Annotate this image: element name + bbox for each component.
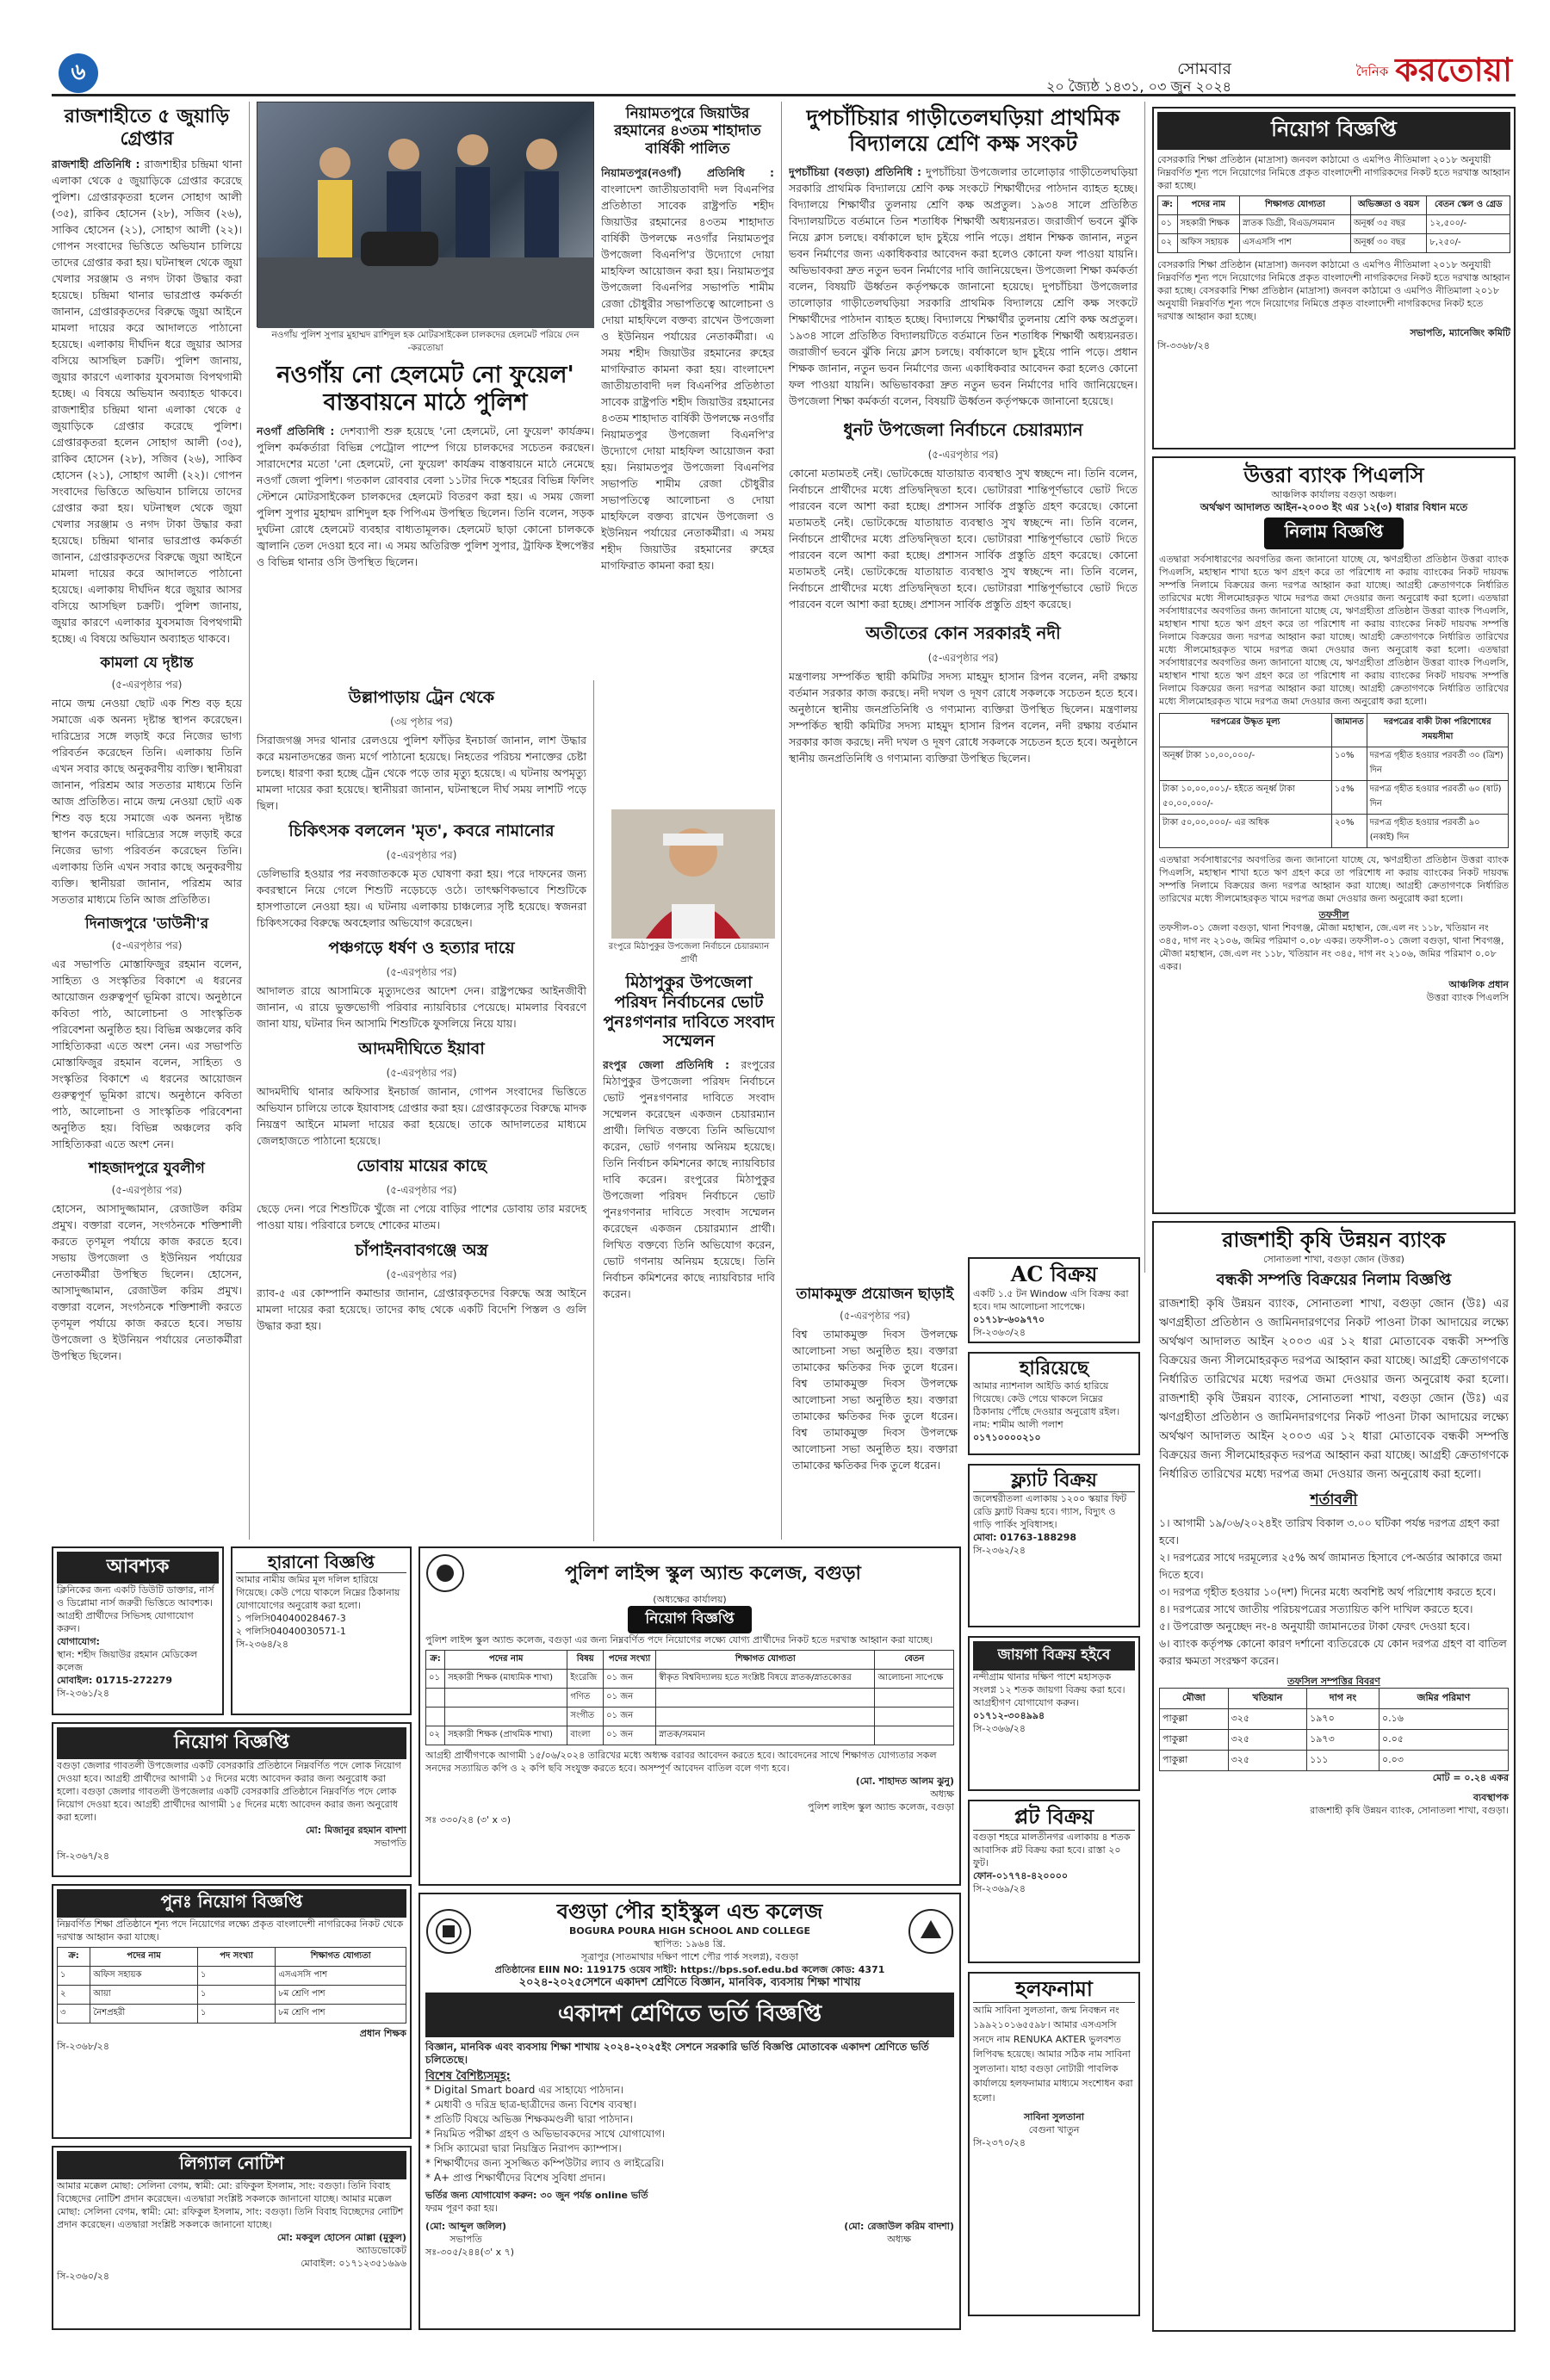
- holofnama-ad: [968, 1972, 1140, 2316]
- hariyeche-title: হারিয়েছে: [1019, 1357, 1089, 1379]
- hariyeche-ad: [968, 1352, 1140, 1455]
- cont-chikitsok: (৫-এরপৃষ্ঠার পর): [386, 849, 457, 861]
- rakub-signer2: রাজশাহী কৃষি উন্নয়ন ব্যাংক, সোনাতলা শাখা, বগুড়া।: [1310, 1805, 1509, 1817]
- cont-ullapara: (৩য় পৃষ্ঠার পর): [390, 716, 453, 728]
- headline-ullapara: উল্লাপাড়ায় ট্রেন থেকে: [348, 688, 495, 707]
- flat-title: ফ্ল্যাট বিক্রয়: [973, 1469, 1135, 1492]
- bpsc-note: বিজ্ঞান, মানবিক এবং ব্যবসায় শিক্ষা শাখায় ২০২৪-২০২৫ইং সেশনে সরকারি ভর্তি বিজ্ঞপ্তি মোতাবেক একাদশ শ্রেণিতে ভর্তি চলিতেছে।: [425, 2040, 929, 2066]
- legal-text: আমার মক্কেল মোছা: সেলিনা বেগম, স্বামী: মো: রফিকুল ইসলাম, সাং: বগুড়া। তিনি বিবাহ বিচ্ছেদের নোটিশ প্রদান করেছেন। এতদ্বারা সংশ্লিষ্ট সকলকে জানানো যাচ্ছে। আমার মক্কেল মোছা: সেলিনা বেগম, স্বামী: মো: রফিকুল ইসলাম, সাং: বগুড়া। তিনি বিবাহ বিচ্ছেদের নোটিশ প্রদান করেছেন। এতদ্বারা সংশ্লিষ্ট সকলকে জানানো যাচ্ছে।: [57, 2180, 404, 2230]
- legal-ref: সি-২৩৬০/২৪: [57, 2271, 109, 2282]
- headline-chikitsok: চিকিৎসক বললেন 'মৃত', কবরে নামানোর: [288, 821, 555, 840]
- rakub-terms-title: শর্তাবলী: [1310, 1491, 1358, 1509]
- uttara-title: নিলাম বিজ্ঞপ্তি: [1264, 518, 1404, 549]
- article-niamatpur: নিয়ামতপুর(নওগাঁ) প্রতিনিধি : বাংলাদেশ জাতীয়তাবাদী দল বিএনপির প্রতিষ্ঠাতা সাবেক রাষ্ট্রপতি শহীদ জিয়াউর রহমানের ৪৩তম শাহাদাত বার্ষিকী উপলক্ষে নওগাঁর নিয়ামতপুর উপজেলা বিএনপি'র উদ্যোগে দোয়া মাহফিল আয়োজন করা হয়। নিয়ামতপুর উপজেলা বিএনপির সভাপতি শামীম রেজা চৌধুরীর সভাপতিত্বে আলোচনা ও দোয়া মাহফিলে বক্তব্য রাখেন উপজেলা ও ইউনিয়ন পর্যায়ের নেতাকর্মীরা। এ সময় শহীদ জিয়াউর রহমানের রুহের মাগফিরাত কামনা করা হয়। বাংলাদেশ জাতীয়তাবাদী দল বিএনপির প্রতিষ্ঠাতা সাবেক রাষ্ট্রপতি শহীদ জিয়াউর রহমানের ৪৩তম শাহাদাত বার্ষিকী উপলক্ষে নওগাঁর নিয়ামতপুর উপজেলা বিএনপি'র উদ্যোগে দোয়া মাহফিল আয়োজন করা হয়। নিয়ামতপুর উপজেলা বিএনপির সভাপতি শামীম রেজা চৌধুরীর সভাপতিত্বে আলোচনা ও দোয়া মাহফিলে বক্তব্য রাখেন উপজেলা ও ইউনিয়ন পর্যায়ের নেতাকর্মীরা। এ সময় শহীদ জিয়াউর রহমানের রুহের মাগফিরাত কামনা করা হয়।: [601, 166, 774, 573]
- cont-chapai: (৫-এরপৃষ্ঠার পর): [386, 1268, 457, 1280]
- headline-chapai: চাঁপাইনবাবগঞ্জে অস্ত্র: [355, 1241, 488, 1260]
- harano-text: আমার নামীয় জমির মূল দলিল হারিয়ে গিয়েছে। কেউ পেয়ে থাকলে নিম্নের ঠিকানায় যোগাযোগের অনুরোধ করা হলো।: [236, 1574, 400, 1611]
- article-chapai: র‍্যাব-৫ এর কোম্পানি কমান্ডার জানান, গ্রেপ্তারকৃতদের বিরুদ্ধে অস্ত্র আইনে মামলা দায়ের করা হয়েছে। তাদের কাছ থেকে একটি বিদেশি পিস্তল ও গুলি উদ্ধার করা হয়।: [257, 1286, 586, 1332]
- bpsc-ref: সঃ-৩০৫/২৪৪(৩' x ৭): [425, 2246, 515, 2258]
- police-lines-ad: [418, 1546, 961, 1886]
- article-ullapara: সিরাজগঞ্জ সদর থানার রেলওয়ে পুলিশ ফাঁড়ির ইনচার্জ জানান, লাশ উদ্ধার করে ময়নাতদন্তের জন্য মর্গে পাঠানো হয়েছে। নিহতের পরিচয় শনাক্তের চেষ্টা চলছে। ধারণা করা হচ্ছে ট্রেন থেকে পড়ে তার মৃত্যু হয়েছে। এ ঘটনায় অপমৃত্যু মামলা দায়ের করা হয়েছে। স্থানীয়রা জানান, ঘটনাস্থলে দীর্ঘ সময় লাশটি পড়ে ছিল।: [257, 734, 586, 812]
- plot-ad: [968, 1800, 1140, 1963]
- holofnama-signer: সাবিনা সুলতানা: [1024, 2110, 1084, 2123]
- harano-ad: [231, 1546, 412, 1715]
- bpsc-name: বগুড়া পৌর হাইস্কুল এন্ড কলেজ: [556, 1899, 823, 1924]
- article-tamakhu: বিশ্ব তামাকমুক্ত দিবস উপলক্ষে আলোচনা সভা অনুষ্ঠিত হয়। বক্তারা তামাকের ক্ষতিকর দিক তুলে ধরেন। বিশ্ব তামাকমুক্ত দিবস উপলক্ষে আলোচনা সভা অনুষ্ঠিত হয়। বক্তারা তামাকের ক্ষতিকর দিক তুলে ধরেন। বিশ্ব তামাকমুক্ত দিবস উপলক্ষে আলোচনা সভা অনুষ্ঠিত হয়। বক্তারা তামাকের ক্ষতিকর দিক তুলে ধরেন।: [792, 1328, 958, 1472]
- bpsc-form: ফরম পূরণ করা হয়।: [425, 2202, 498, 2214]
- holofnama-title: হলফনামা: [973, 1977, 1135, 2003]
- page-number-logo: ৬: [59, 53, 98, 93]
- left-news-column: [52, 102, 250, 1540]
- aboshyok-text: ক্লিনিকের জন্য একটি ডিউটি ডাক্তার, নার্স ও ডিপ্লোমা নার্স জরুরী ভিত্তিতে আবশ্যক। আগ্রহী প্রার্থীদের সিভিসহ যোগাযোগ করুন।: [57, 1584, 214, 1634]
- niyog2-signer2: সভাপতি: [374, 1838, 406, 1849]
- flat-phone: মোবা: 01763-188298: [973, 1532, 1077, 1544]
- photo-caption: নওগাঁয় পুলিশ সুপার মুহাম্মদ রাশিদুল হক মোটরসাইকেল চালকদের হেলমেট পরিয়ে দেন -করতোয়া: [271, 330, 580, 353]
- headline-adamdighi: আদমদীঘিতে ইয়াবা: [358, 1039, 485, 1058]
- headline-otite: অতীতের কোন সরকারই নদী: [865, 623, 1061, 643]
- rakub-name: রাজশাহী কৃষি উন্নয়ন ব্যাংক: [1222, 1227, 1446, 1252]
- uttara-signer: আঞ্চলিক প্রধান: [1448, 978, 1509, 990]
- niyog-ad-2: [52, 1722, 412, 1877]
- police-text: আগ্রহী প্রার্থীগণকে আগামী ১৫/০৬/২০২৪ তারিখের মধ্যে অধ্যক্ষ বরাবর আবেদন করতে হবে। আবেদনের সাথে শিক্ষাগত যোগ্যতার সকল সনদের সত্যায়িত কপি ও ২ কপি ছবি সংযুক্ত করতে হবে। অসম্পূর্ণ আবেদন বাতিল বলে গণ্য হবে।: [425, 1750, 937, 1774]
- bpsc-feat-title: বিশেষ বৈশিষ্ট্যসমূহ:: [425, 2069, 511, 2083]
- police-photo: [257, 102, 594, 327]
- rakub-intro: রাজশাহী কৃষি উন্নয়ন ব্যাংক, সোনাতলা শাখা, বগুড়া জোন (উঃ) এর ঋণগ্রহীতা প্রতিষ্ঠান ও জামিনদারগণের নিকট পাওনা টাকা আদায়ের লক্ষ্যে অর্থঋণ আদালত আইন ২০০৩ এর ১২ ধারা মোতাবেক বন্ধকী সম্পত্তি বিক্রয়ের জন্য সীলমোহরকৃত দরপত্র আহ্বান করা যাচ্ছে। আগ্রহী ক্রেতাগণকে নির্ধারিত তারিখের মধ্যে দরপত্র জমা দেওয়ার জন্য অনুরোধ করা হলো। রাজশাহী কৃষি উন্নয়ন ব্যাংক, সোনাতলা শাখা, বগুড়া জোন (উঃ) এর ঋণগ্রহীতা প্রতিষ্ঠান ও জামিনদারগণের নিকট পাওনা টাকা আদায়ের লক্ষ্যে অর্থঋণ আদালত আইন ২০০৩ এর ১২ ধারা মোতাবেক বন্ধকী সম্পত্তি বিক্রয়ের জন্য সীলমোহরকৃত দরপত্র আহ্বান করা যাচ্ছে। আগ্রহী ক্রেতাগণকে নির্ধারিত তারিখের মধ্যে দরপত্র জমা দেওয়ার জন্য অনুরোধ করা হলো।: [1159, 1297, 1509, 1482]
- headline-mithapukur: মিঠাপুকুর উপজেলা পরিষদ নির্বাচনের ভোট পুনঃগণনার দাবিতে সংবাদ সম্মেলন: [603, 973, 775, 1051]
- bpsc-session: ২০২৪-২০২৫সেশনে একাদশ শ্রেণিতে বিজ্ঞান, মানবিক, ব্যবসায় শিক্ষা শাখায়: [518, 1975, 861, 1989]
- cont-adamdighi: (৫-এরপৃষ্ঠার পর): [386, 1067, 457, 1079]
- hariyeche-phone: ০১৭১০০০০২১০: [973, 1432, 1041, 1444]
- ac-text: একটি ১.৫ টন Window এসি বিক্রয় করা হবে। দাম আলোচনা সাপেক্ষে।: [973, 1287, 1129, 1312]
- bpsc-admission-ad: [418, 1893, 961, 2330]
- jayga-title: জায়গা বিক্রয় হইবে: [973, 1641, 1135, 1670]
- bpsc-signer2: (মো: রেজাউল করিম বাদশা): [844, 2220, 954, 2232]
- niyog1-intro: বেসরকারি শিক্ষা প্রতিষ্ঠান (মাদ্রাসা) জনবল কাঠামো ও এমপিও নীতিমালা ২০১৮ অনুযায়ী নিম্নবর্ণিত শূন্য পদে নিয়োগের নিমিত্তে প্রকৃত বাংলাদেশী নাগরিকদের নিকট হতে দরখাস্ত আহ্বান করা হচ্ছে।: [1157, 154, 1510, 191]
- rakub-title: বন্ধকী সম্পত্তি বিক্রয়ের নিলাম বিজ্ঞপ্তি: [1216, 1270, 1452, 1289]
- harano-item1: ১ পলিসি04040028467-3: [236, 1613, 346, 1624]
- uttara-schedule: তফসীল-০১ জেলা বগুড়া, থানা শিবগঞ্জ, মৌজা মহাস্থান, জে.এল নং ১১৮, খতিয়ান নং ৩৪৫, দাগ নং ২১০৬, জমির পরিমাণ ০.০৮ একর। তফসীল-০১ জেলা বগুড়া, থানা শিবগঞ্জ, মৌজা মহাস্থান, জে.এল নং ১১৮, খতিয়ান নং ৩৪৫, দাগ নং ২১০৬, জমির পরিমাণ ০.০৮ একর।: [1159, 921, 1504, 972]
- center-left-lower: [257, 680, 594, 1541]
- rakub-table: মৌজা খতিয়ান দাগ নং জমির পরিমাণ পাকুল্লা ৩২৫ ১৯৭০ ০.১৬ পাকুল্লা ৩২৫ ১৯৭৩ ০.০৫ পাকুল্লা ৩২৫ ১১১ ০.০৩: [1159, 1688, 1509, 1771]
- punoniyog-ref: সি-২৩৬৮/২৪: [57, 2041, 109, 2052]
- ac-title: AC বিক্রয়: [1010, 1261, 1098, 1286]
- uttara-bank-ad: [1152, 456, 1516, 1214]
- plot-phone: ফোন-০১৭৭৪-৪২০০০০: [973, 1869, 1069, 1881]
- article-naogaon: নওগাঁ প্রতিনিধি : দেশব্যাপী শুরু হয়েছে 'নো হেলমেট, নো ফুয়েল' কার্যক্রম। পুলিশ কর্মকর্তারা বিভিন্ন পেট্রোল পাম্পে গিয়ে চালকদের সচেতন করছেন। সারাদেশের মতো 'নো হেলমেট, নো ফুয়েল' কার্যক্রম বাস্তবায়নে মাঠে নেমেছে নওগাঁ জেলা পুলিশ। গতকাল রোববার বেলা ১১টার দিকে শহরের বিভিন্ন ফিলিং স্টেশনে মোটরসাইকেল চালকদের হেলমেট বিতরণ করা হয়। এ সময় জেলা পুলিশ সুপার মুহাম্মদ রাশিদুল হক পিপিএম উপস্থিত ছিলেন। তিনি বলেন, সড়ক দুর্ঘটনা রোধে হেলমেট ব্যবহার বাধ্যতামূলক। হেলমেট ছাড়া কোনো চালককে জ্বালানি তেল দেওয়া হবে না। এ সময় অতিরিক্ত পুলিশ সুপার, ট্রাফিক ইন্সপেক্টর ও বিভিন্ন থানার ওসি উপস্থিত ছিলেন।: [257, 424, 594, 568]
- legal-notice-ad: [52, 2146, 412, 2330]
- rakub-total: মোট = ০.২৪ একর: [1432, 1772, 1509, 1784]
- niyog2-signer: মো: মিজানুর রহমান বাদশা: [305, 1825, 406, 1836]
- niyog1-body: বেসরকারি শিক্ষা প্রতিষ্ঠান (মাদ্রাসা) জনবল কাঠামো ও এমপিও নীতিমালা ২০১৮ অনুযায়ী নিম্নবর্ণিত শূন্য পদে নিয়োগের নিমিত্তে প্রকৃত বাংলাদেশী নাগরিকদের নিকট হতে দরখাস্ত আহ্বান করা হচ্ছে। বেসরকারি শিক্ষা প্রতিষ্ঠান (মাদ্রাসা) জনবল কাঠামো ও এমপিও নীতিমালা ২০১৮ অনুযায়ী নিম্নবর্ণিত শূন্য পদে নিয়োগের নিমিত্তে প্রকৃত বাংলাদেশী নাগরিকদের নিকট হতে দরখাস্ত আহ্বান করা হচ্ছে।: [1157, 259, 1510, 322]
- article-shahjadpur: হোসেন, আসাদুজ্জামান, রেজাউল করিম প্রমুখ। বক্তারা বলেন, সংগঠনকে শক্তিশালী করতে তৃণমূল পর্যায়ে কাজ করতে হবে। সভায় উপজেলা ও ইউনিয়ন পর্যায়ের নেতাকর্মীরা উপস্থিত ছিলেন। হোসেন, আসাদুজ্জামান, রেজাউল করিম প্রমুখ। বক্তারা বলেন, সংগঠনকে শক্তিশালী করতে তৃণমূল পর্যায়ে কাজ করতে হবে। সভায় উপজেলা ও ইউনিয়ন পর্যায়ের নেতাকর্মীরা উপস্থিত ছিলেন।: [52, 1201, 242, 1362]
- holofnama-ref: সি-২৩৭০/২৪: [973, 2136, 1026, 2148]
- harano-title: হারানো বিজ্ঞপ্তি: [236, 1552, 406, 1573]
- hariyeche-text: আমার ন্যাশনাল আইডি কার্ড হারিয়ে গিয়েছে। কেউ পেয়ে থাকলে নিম্নের ঠিকানায় পৌঁছে দেওয়ার অনুরোধ রইল।: [973, 1380, 1120, 1418]
- masthead-title: করতোয়া: [1395, 52, 1512, 89]
- bpsc-online: ভর্তির জন্য যোগাযোগ করুন: ৩০ জুন পর্যন্ত online ভর্তি: [425, 2189, 648, 2201]
- rakub-branch: সোনাতলা শাখা, বগুড়া জোন (উত্তর): [1263, 1253, 1404, 1265]
- cont-dobar: (৫-এরপৃষ্ঠার পর): [386, 1184, 457, 1196]
- article-chikitsok: ডেলিভারি হওয়ার পর নবজাতককে মৃত ঘোষণা করা হয়। পরে দাফনের জন্য কবরস্থানে নিয়ে গেলে শিশুটি নড়েচড়ে ওঠে। তাৎক্ষণিকভাবে শিশুটিকে হাসপাতালে নেওয়া হয়। এ ঘটনায় এলাকায় চাঞ্চল্যের সৃষ্টি হয়েছে। স্বজনরা চিকিৎসকের বিরুদ্ধে অবহেলার অভিযোগ করেছেন।: [257, 867, 586, 929]
- police-table: ক্র: পদের নাম বিষয় পদের সংখ্যা শিক্ষাগত যোগ্যতা বেতন ০১ সহকারী শিক্ষক (মাধ্যমিক শাখা) ইংরেজি ০১ জন স্বীকৃত বিশ্ববিদ্যালয় হতে সংশ্লিষ্ট বিষয়ে স্নাতক/স্নাতকোত্তর আলোচনা সাপেক্ষে গণিত ০১ জন সংগীত ০১ জন ০২ সহকারী শিক্ষক (প্রাথমিক শাখা) বাংলা ০১ জন স্নাতক/সমমান: [425, 1650, 954, 1745]
- legal-signer: মো: মকবুল হোসেন মোল্লা (মুকুল): [276, 2232, 406, 2243]
- article-dobar: ছেড়ে দেন। পরে শিশুটিকে খুঁজে না পেয়ে বাড়ির পাশের ডোবায় তার মরদেহ পাওয়া যায়। পরিবারে চলছে শোকের মাতম।: [257, 1202, 586, 1231]
- article-dinajpur: এর সভাপতি মোস্তাফিজুর রহমান বলেন, সাহিত্য ও সংস্কৃতির বিকাশে এ ধরনের আয়োজন গুরুত্বপূর্ণ ভূমিকা রাখে। অনুষ্ঠানে কবিতা পাঠ, আলোচনা ও সাংস্কৃতিক পরিবেশনা অনুষ্ঠিত হয়। বিভিন্ন অঞ্চলের কবি সাহিত্যিকরা এতে অংশ নেন। এর সভাপতি মোস্তাফিজুর রহমান বলেন, সাহিত্য ও সংস্কৃতির বিকাশে এ ধরনের আয়োজন গুরুত্বপূর্ণ ভূমিকা রাখে। অনুষ্ঠানে কবিতা পাঠ, আলোচনা ও সাংস্কৃতিক পরিবেশনা অনুষ্ঠিত হয়। বিভিন্ন অঞ্চলের কবি সাহিত্যিকরা এতে অংশ নেন।: [52, 957, 242, 1150]
- cont-shahjadpur: (৫-এরপৃষ্ঠার পর): [111, 1183, 183, 1196]
- article-panchagarh: আদালত রায়ে আসামিকে মৃত্যুদণ্ডের আদেশ দেন। রাষ্ট্রপক্ষের আইনজীবী জানান, এ রায়ে ভুক্তভোগী পরিবার ন্যায়বিচার পেয়েছে। মামলার বিবরণে জানা যায়, ঘটনার দিন আসামি শিশুটিকে ফুসলিয়ে নিয়ে যায়।: [257, 984, 586, 1030]
- ac-ref: সি-২৩৬৩/২৪: [973, 1326, 1026, 1338]
- cont-dhunat: (৫-এরপৃষ্ঠার পর): [927, 449, 999, 461]
- ac-phone: ০১৭১৮-৬০৯৭৭০: [973, 1313, 1045, 1325]
- portrait-photo: [611, 809, 775, 939]
- bpsc-name-en: BOGURA POURA HIGH SCHOOL AND COLLEGE: [569, 1924, 810, 1937]
- uttara-signer2: উত্তরা ব্যাংক পিএলসি: [1426, 991, 1509, 1003]
- headline-panchagarh: পঞ্চগড়ে ধর্ষণ ও হত্যার দায়ে: [328, 939, 515, 958]
- headline-dhunat: ধুনট উপজেলা নির্বাচনে চেয়ারম্যান: [843, 419, 1083, 440]
- legal-phone: মোবাইল: ০১৭১২৩৫১৬৯৬: [301, 2258, 406, 2269]
- article-dupchanchia: দুপচাঁচিয়া (বগুড়া) প্রতিনিধি : দুপচাঁচিয়া উপজেলার তালোড়ার গাড়ীতেলঘড়িয়া সরকারি প্রাথমিক বিদ্যালয়ে শ্রেণি কক্ষ সংকটে শিক্ষার্থীদের পাঠদান ব্যাহত হচ্ছে। বিদ্যালয়ে শিক্ষার্থীর তুলনায় শ্রেণি কক্ষ অপ্রতুল। ১৯৩৪ সালে প্রতিষ্ঠিত বিদ্যালয়টিতে বর্তমানে তিন শতাধিক শিক্ষার্থী অধ্যয়নরত। জরাজীর্ণ ভবনে ঝুঁকি নিয়ে ক্লাস চলছে। বর্ষাকালে ছাদ চুইয়ে পানি পড়ে। প্রধান শিক্ষক জানান, নতুন ভবন নির্মাণের জন্য একাধিকবার আবেদন করা হলেও কোনো ফল পাওয়া যায়নি। অভিভাবকরা দ্রুত নতুন ভবন নির্মাণের দাবি জানিয়েছেন। উপজেলা শিক্ষা কর্মকর্তা বলেন, বিষয়টি ঊর্ধ্বতন কর্তৃপক্ষকে জানানো হয়েছে। দুপচাঁচিয়া উপজেলার তালোড়ার গাড়ীতেলঘড়িয়া সরকারি প্রাথমিক বিদ্যালয়ে শ্রেণি কক্ষ সংকটে শিক্ষার্থীদের পাঠদান ব্যাহত হচ্ছে। বিদ্যালয়ে শিক্ষার্থীর তুলনায় শ্রেণি কক্ষ অপ্রতুল। ১৯৩৪ সালে প্রতিষ্ঠিত বিদ্যালয়টিতে বর্তমানে তিন শতাধিক শিক্ষার্থী অধ্যয়নরত। জরাজীর্ণ ভবনে ঝুঁকি নিয়ে ক্লাস চলছে। বর্ষাকালে ছাদ চুইয়ে পানি পড়ে। প্রধান শিক্ষক জানান, নতুন ভবন নির্মাণের জন্য একাধিকবার আবেদন করা হলেও কোনো ফল পাওয়া যায়নি। অভিভাবকরা দ্রুত নতুন ভবন নির্মাণের দাবি জানিয়েছেন। উপজেলা শিক্ষা কর্মকর্তা বলেন, বিষয়টি ঊর্ধ্বতন কর্তৃপক্ষকে জানানো হয়েছে।: [789, 165, 1138, 407]
- uttara-act: অর্থঋণ আদালত আইন-২০০৩ ইং এর ১২(৩) ধারার বিধান মতে: [1200, 500, 1468, 513]
- niyog2-text: বগুড়া জেলার গাবতলী উপজেলার একটি বেসরকারি প্রতিষ্ঠানে নিম্নবর্ণিত পদে লোক নিয়োগ দেওয়া হবে। আগ্রহী প্রার্থীদের আগামী ১৫ দিনের মধ্যে আবেদন করার জন্য অনুরোধ করা হলো। বগুড়া জেলার গাবতলী উপজেলার একটি বেসরকারি প্রতিষ্ঠানে নিম্নবর্ণিত পদে লোক নিয়োগ দেওয়া হবে। আগ্রহী প্রার্থীদের আগামী ১৫ দিনের মধ্যে আবেদন করার জন্য অনুরোধ করা হলো।: [57, 1760, 401, 1823]
- aboshyok-phone: মোবাইল: 01715-272279: [57, 1675, 172, 1686]
- bpsc-eiin: প্রতিষ্ঠানের EIIN NO: 119175 ওয়েব সাইট: https://bps.sof.edu.bd কলেজ কোড: 4371: [494, 1963, 885, 1975]
- cont-kamla: (৫-এরপৃষ্ঠার পর): [111, 678, 183, 691]
- tamakhu-block: [789, 1274, 961, 1541]
- legal-signer2: অ্যাডভোকেট: [356, 2245, 406, 2256]
- headline-shahjadpur: শাহজাদপুরে যুবলীগ: [89, 1159, 205, 1177]
- harano-ref: সি-২৩৬৪/২৪: [236, 1639, 288, 1650]
- punoniyog-title: পুনঃ নিয়োগ বিজ্ঞপ্তি: [57, 1889, 406, 1918]
- article-mithapukur: রংপুর জেলা প্রতিনিধি : রংপুরের মিঠাপুকুর উপজেলা পরিষদ নির্বাচনে ভোট পুনঃগণনার দাবিতে সংবাদ সম্মেলন করেছেন একজন চেয়ারম্যান প্রার্থী। লিখিত বক্তব্যে তিনি অভিযোগ করেন, ভোট গণনায় অনিয়ম হয়েছে। তিনি নির্বাচন কমিশনের কাছে ন্যায়বিচার দাবি করেন। রংপুরের মিঠাপুকুর উপজেলা পরিষদ নির্বাচনে ভোট পুনঃগণনার দাবিতে সংবাদ সম্মেলন করেছেন একজন চেয়ারম্যান প্রার্থী। লিখিত বক্তব্যে তিনি অভিযোগ করেন, ভোট গণনায় অনিয়ম হয়েছে। তিনি নির্বাচন কমিশনের কাছে ন্যায়বিচার দাবি করেন।: [603, 1058, 775, 1301]
- punoniyog-text: নিম্নবর্ণিত শিক্ষা প্রতিষ্ঠানে শূন্য পদে নিয়োগের লক্ষ্যে প্রকৃত বাংলাদেশী নাগরিকের নিকট থেকে দরখাস্ত আহ্বান করা যাচ্ছে।: [57, 1918, 404, 1943]
- aboshyok-ad: [52, 1546, 224, 1715]
- headline-naogaon: নওগাঁয় নো হেলমেট নো ফুয়েল' বাস্তবায়নে মাঠে পুলিশ: [276, 362, 574, 417]
- flat-text: জলেশ্বরীতলা এলাকায় ১২০০ স্কয়ার ফিট রেডি ফ্ল্যাট বিক্রয় হবে। গ্যাস, বিদ্যুৎ ও গাড়ি পার্কিং সুবিধাসহ।: [973, 1493, 1127, 1531]
- police-title: নিয়োগ বিজ্ঞপ্তি: [628, 1606, 751, 1633]
- header-day: সোমবার: [1177, 59, 1231, 78]
- niyog-ad-1: [1152, 107, 1516, 449]
- uttara-branch: আঞ্চলিক কার্যালয় বগুড়া অঞ্চল।: [1271, 488, 1397, 500]
- harano-item2: ২ পলিসি04040030571-1: [236, 1626, 346, 1637]
- headline-tamakhu: তামাকমুক্ত প্রয়োজন ছাড়াই: [796, 1286, 954, 1303]
- rakub-signer: ব্যবস্থাপক: [1472, 1792, 1509, 1804]
- ac-ad: [968, 1257, 1140, 1343]
- niyog1-ref: সি-৩৩৬৮/২৪: [1157, 340, 1210, 351]
- uttara-table: দরপত্রের উদ্ধৃত মূল্য জামানত দরপত্রের বাকী টাকা পরিশোধের সময়সীমা অনূর্ধ্ব টাকা ১০,০০,০০০/- ১০% দরপত্র গৃহীত হওয়ার পরবর্তী ৩০ (ত্রিশ) দিন টাকা ১০,০০,০০১/- হইতে অনূর্ধ্ব টাকা ৫০,০০,০০০/- ১৫% দরপত্র গৃহীত হওয়ার পরবর্তী ৬০ (ষাট) দিন টাকা ৫০,০০,০০০/- এর অধিক ২০% দরপত্র গৃহীত হওয়ার পরবর্তী ৯০ (নব্বই) দিন: [1159, 713, 1509, 848]
- hariyeche-name: নাম: শামীম আলী পলাশ: [973, 1419, 1063, 1431]
- uttara-text-2: এতদ্বারা সর্বসাধারণের অবগতির জন্য জানানো যাচ্ছে যে, ঋণগ্রহীতা প্রতিষ্ঠান উত্তরা ব্যাংক পিএলসি, মহাস্থান শাখা হতে ঋণ গ্রহণ করে তা পরিশোধ না করায় ব্যাংকের নিকট দায়বদ্ধ সম্পত্তি নিলামে বিক্রয়ের জন্য দরপত্র আহ্বান করা যাচ্ছে। আগ্রহী ক্রেতাগণকে নির্ধারিত তারিখের মধ্যে সীলমোহরকৃত খামে দরপত্র জমা দেওয়ার জন্য অনুরোধ করা হলো।: [1159, 853, 1509, 904]
- article-dhunat: কোনো মতামতই নেই। ভোটকেন্দ্রে যাতায়াত ব্যবস্থাও সুখ স্বচ্ছন্দে না। তিনি বলেন, নির্বাচনে প্রার্থীদের মধ্যে প্রতিদ্বন্দ্বিতা হবে। ভোটাররা শান্তিপূর্ণভাবে ভোট দিতে পারবেন বলে আশা করা হচ্ছে। প্রশাসন সার্বিক প্রস্তুতি গ্রহণ করেছে। কোনো মতামতই নেই। ভোটকেন্দ্রে যাতায়াত ব্যবস্থাও সুখ স্বচ্ছন্দে না। তিনি বলেন, নির্বাচনে প্রার্থীদের মধ্যে প্রতিদ্বন্দ্বিতা হবে। ভোটাররা শান্তিপূর্ণভাবে ভোট দিতে পারবেন বলে আশা করা হচ্ছে। প্রশাসন সার্বিক প্রস্তুতি গ্রহণ করেছে। কোনো মতামতই নেই। ভোটকেন্দ্রে যাতায়াত ব্যবস্থাও সুখ স্বচ্ছন্দে না। তিনি বলেন, নির্বাচনে প্রার্থীদের মধ্যে প্রতিদ্বন্দ্বিতা হবে। ভোটাররা শান্তিপূর্ণভাবে ভোট দিতে পারবেন বলে আশা করা হচ্ছে। প্রশাসন সার্বিক প্রস্তুতি গ্রহণ করেছে।: [789, 467, 1138, 610]
- center-left-block: [257, 102, 594, 765]
- bpsc-features: * Digital Smart board এর সাহায্যে পাঠদান। * মেধাবী ও দরিদ্র ছাত্র-ছাত্রীদের জন্য বিশেষ ব্যবস্থা। * প্রতিটি বিষয়ে অভিজ্ঞ শিক্ষকমণ্ডলী দ্বারা পাঠদান। * নিয়মিত পরীক্ষা গ্রহণ ও অভিভাবকদের সাথে যোগাযোগ। * সিসি ক্যামেরা দ্বারা নিয়ন্ত্রিত নিরাপদ ক্যাম্পাস। * শিক্ষার্থীদের জন্য সুসজ্জিত কম্পিউটার ল্যাব ও লাইব্রেরি। * A+ প্রাপ্ত শিক্ষার্থীদের বিশেষ সুবিধা প্রদান।: [425, 2083, 666, 2184]
- headline-dobar: ডোবায় মায়ের কাছে: [356, 1156, 487, 1175]
- holofnama-text: আমি সাবিনা সুলতানা, জন্ম নিবন্ধন নং ১৯৯২১০১৬৫৫৯৮। আমার এসএসসি সনদে নাম RENUKA AKTER ভুলবশত লিপিবদ্ধ হয়েছে। আমার সঠিক নাম সাবিনা সুলতানা। যাহা বগুড়া নোটারী পাবলিক কার্যালয়ে হলফনামার মাধ্যমে সংশোধন করা হলো।: [973, 2004, 1133, 2104]
- uttara-schedule-title: তফসীল: [1318, 908, 1349, 920]
- police-ref: সঃ ৩৩০/২৪ (৩' x ৩): [425, 1814, 511, 1825]
- niyog1-table: ক্র: পদের নাম শিক্ষাগত যোগ্যতা অভিজ্ঞতা ও বয়স বেতন স্কেল ও গ্রেড ০১ সহকারী শিক্ষক স্নাতক ডিগ্রী, বিএড/সমমান অনূর্ধ্ব ৩৫ বছর ১২,৫০০/- ০২ অফিস সহায়ক এসএসসি পাশ অনূর্ধ্ব ৩০ বছর ৮,২৫০/-: [1157, 195, 1510, 253]
- plot-text: বগুড়া শহরে মালতীনগর এলাকায় ৪ শতক আবাসিক প্লট বিক্রয় করা হবে। রাস্তা ২০ ফুট।: [973, 1831, 1131, 1869]
- aboshyok-ref: সি-২৩৬১/২৪: [57, 1688, 109, 1699]
- masthead-small: দৈনিক: [1355, 63, 1389, 79]
- rakub-terms: ১। আগামী ১৯/০৬/২০২৪ইং তারিখ বিকাল ৩.০০ ঘটিকা পর্যন্ত দরপত্র গ্রহণ করা হবে। ২। দরপত্রের সাথে দরমূল্যের ২৫% অর্থ জামানত হিসাবে পে-অর্ডার আকারে জমা দিতে হবে। ৩। দরপত্র গৃহীত হওয়ার ১০(দশ) দিনের মধ্যে অবশিষ্ট অর্থ পরিশোধ করতে হবে। ৪। দরপত্রের সাথে জাতীয় পরিচয়পত্রের সত্যায়িত কপি দাখিল করতে হবে। ৫। উপরোক্ত অনুচ্ছেদ নং-৪ অনুযায়ী জামানতের টাকা ফেরৎ দেওয়া হবে। ৬। ব্যাংক কর্তৃপক্ষ কোনো কারণ দর্শানো ব্যতিরেকে যে কোন দরপত্র গ্রহণ বা বাতিল করার ক্ষমতা সংরক্ষণ করেন।: [1159, 1516, 1507, 1668]
- police-emblem-icon: [425, 1553, 465, 1593]
- jayga-text: নন্দীগ্রাম থানার দক্ষিণ পাশে মহাসড়ক সংলগ্ন ১২ শতক জায়গা বিক্রয় করা হবে। আগ্রহীগণ যোগাযোগ করুন।: [973, 1671, 1125, 1708]
- flat-ref: সি-২৩৬২/২৪: [973, 1545, 1026, 1557]
- niyog2-ref: সি-২৩৬৭/২৪: [57, 1850, 109, 1862]
- bpsc-logo-icon: [425, 1908, 472, 1955]
- portrait-art: [611, 809, 775, 939]
- bpsc-logo-right-icon: [908, 1908, 954, 1955]
- cont-otite: (৫-এরপৃষ্ঠার পর): [927, 652, 999, 664]
- article-otite: মন্ত্রণালয় সম্পর্কিত স্থায়ী কমিটির সদস্য মাহমুদ হাসান রিপন বলেন, নদী রক্ষায় বর্তমান সরকার কাজ করছে। নদী দখল ও দূষণ রোধে সকলকে সচেতন হতে হবে। অনুষ্ঠানে স্থানীয় জনপ্রতিনিধি ও গণ্যমান্য ব্যক্তিরা উপস্থিত ছিলেন। মন্ত্রণালয় সম্পর্কিত স্থায়ী কমিটির সদস্য মাহমুদ হাসান রিপন বলেন, নদী রক্ষায় বর্তমান সরকার কাজ করছে। নদী দখল ও দূষণ রোধে সকলকে সচেতন হতে হবে। অনুষ্ঠানে স্থানীয় জনপ্রতিনিধি ও গণ্যমান্য ব্যক্তিরা উপস্থিত ছিলেন।: [789, 670, 1138, 765]
- police-name: পুলিশ লাইন্স স্কুল অ্যান্ড কলেজ, বগুড়া: [565, 1561, 861, 1584]
- jayga-ad: [968, 1636, 1140, 1791]
- jayga-phone: ০১৭১২-৩০৪৯৯৪: [973, 1710, 1045, 1721]
- headline-kamla: কামলা যে দৃষ্টান্ত: [100, 654, 194, 672]
- portrait-caption: রংপুরে মিঠাপুকুর উপজেলা নির্বাচনে চেয়ারম্যান প্রার্থী: [608, 942, 770, 964]
- niyog1-footer: সভাপতি, ম্যানেজিং কমিটি: [1410, 327, 1510, 338]
- page-header: [52, 52, 1516, 96]
- punoniyog-signer: প্রধান শিক্ষক: [359, 2028, 406, 2039]
- police-signer: (মো. শাহাদত আলম ঝুনু): [855, 1776, 954, 1787]
- right-news-column: [789, 102, 1145, 1273]
- bpsc-signer1: (মো: আব্দুল জলিল): [425, 2220, 507, 2232]
- aboshyok-name: স্থান: শহীদ জিয়াউর রহমান মেডিকেল কলেজ: [57, 1649, 198, 1673]
- article-rajshahi: রাজশাহী প্রতিনিধি : রাজশাহীর চন্দ্রিমা থানা এলাকা থেকে ৫ জুয়াড়িকে গ্রেপ্তার করেছে পুলিশ। গ্রেপ্তারকৃতরা হলেন সোহাগ আলী (৩৫), রাকিব হোসেন (২৮), সজিব (২৬), সাকিব হোসেন (২১), সোহাগ আলী (২২)। গোপন সংবাদের ভিত্তিতে অভিযান চালিয়ে তাদের গ্রেপ্তার করা হয়। ঘটনাস্থল থেকে জুয়া খেলার সরঞ্জাম ও নগদ টাকা উদ্ধার করা হয়েছে। চন্দ্রিমা থানার ভারপ্রাপ্ত কর্মকর্তা জানান, গ্রেপ্তারকৃতদের বিরুদ্ধে জুয়া আইনে মামলা দায়ের করে আদালতে পাঠানো হয়েছে। এলাকায় দীর্ঘদিন ধরে জুয়ার আসর বসিয়ে আসছিল চক্রটি। পুলিশ জানায়, জুয়ার কারণে এলাকার যুবসমাজ বিপথগামী হচ্ছে। এ বিষয়ে অভিযান অব্যাহত থাকবে। রাজশাহীর চন্দ্রিমা থানা এলাকা থেকে ৫ জুয়াড়িকে গ্রেপ্তার করেছে পুলিশ। গ্রেপ্তারকৃতরা হলেন সোহাগ আলী (৩৫), রাকিব হোসেন (২৮), সজিব (২৬), সাকিব হোসেন (২১), সোহাগ আলী (২২)। গোপন সংবাদের ভিত্তিতে অভিযান চালিয়ে তাদের গ্রেপ্তার করা হয়। ঘটনাস্থল থেকে জুয়া খেলার সরঞ্জাম ও নগদ টাকা উদ্ধার করা হয়েছে। চন্দ্রিমা থানার ভারপ্রাপ্ত কর্মকর্তা জানান, গ্রেপ্তারকৃতদের বিরুদ্ধে জুয়া আইনে মামলা দায়ের করে আদালতে পাঠানো হয়েছে। এলাকায় দীর্ঘদিন ধরে জুয়ার আসর বসিয়ে আসছিল চক্রটি। পুলিশ জানায়, জুয়ার কারণে এলাকার যুবসমাজ বিপথগামী হচ্ছে। এ বিষয়ে অভিযান অব্যাহত থাকবে।: [52, 157, 242, 645]
- jayga-ref: সি-২৩৬৬/২৪: [973, 1723, 1026, 1734]
- cont-panchagarh: (৫-এরপৃষ্ঠার পর): [386, 966, 457, 978]
- police-photo-art: [257, 102, 594, 328]
- rakub-sched-title: তফসিল সম্পত্তির বিবরণ: [1287, 1676, 1380, 1688]
- bpsc-est: স্থাপিত: ১৯৬৪ খ্রি.: [654, 1937, 726, 1949]
- aboshyok-title: আবশ্যক: [57, 1552, 219, 1584]
- niyog1-title: নিয়োগ বিজ্ঞপ্তি: [1157, 112, 1510, 150]
- police-signer2: অধ্যক্ষ: [930, 1788, 954, 1800]
- holofnama-signer2: বেগুনা খাতুন: [1028, 2123, 1080, 2135]
- police-intro: পুলিশ লাইন্স স্কুল অ্যান্ড কলেজ, বগুড়া এর জন্য নিম্নবর্ণিত পদে নিয়োগের লক্ষ্যে যোগ্য প্রার্থীদের নিকট হতে দরখাস্ত আহ্বান করা যাচ্ছে।: [425, 1634, 933, 1646]
- police-sub: (অধ্যক্ষের কার্যালয়): [653, 1594, 727, 1605]
- uttara-text: এতদ্বারা সর্বসাধারণের অবগতির জন্য জানানো যাচ্ছে যে, ঋণগ্রহীতা প্রতিষ্ঠান উত্তরা ব্যাংক পিএলসি, মহাস্থান শাখা হতে ঋণ গ্রহণ করে তা পরিশোধ না করায় ব্যাংকের নিকট দায়বদ্ধ সম্পত্তি নিলামে বিক্রয়ের জন্য দরপত্র আহ্বান করা যাচ্ছে। আগ্রহী ক্রেতাগণকে নির্ধারিত তারিখের মধ্যে সীলমোহরকৃত খামে দরপত্র জমা দেওয়ার জন্য অনুরোধ করা হলো। এতদ্বারা সর্বসাধারণের অবগতির জন্য জানানো যাচ্ছে যে, ঋণগ্রহীতা প্রতিষ্ঠান উত্তরা ব্যাংক পিএলসি, মহাস্থান শাখা হতে ঋণ গ্রহণ করে তা পরিশোধ না করায় ব্যাংকের নিকট দায়বদ্ধ সম্পত্তি নিলামে বিক্রয়ের জন্য দরপত্র আহ্বান করা যাচ্ছে। আগ্রহী ক্রেতাগণকে নির্ধারিত তারিখের মধ্যে সীলমোহরকৃত খামে দরপত্র জমা দেওয়ার জন্য অনুরোধ করা হলো। এতদ্বারা সর্বসাধারণের অবগতির জন্য জানানো যাচ্ছে যে, ঋণগ্রহীতা প্রতিষ্ঠান উত্তরা ব্যাংক পিএলসি, মহাস্থান শাখা হতে ঋণ গ্রহণ করে তা পরিশোধ না করায় ব্যাংকের নিকট দায়বদ্ধ সম্পত্তি নিলামে বিক্রয়ের জন্য দরপত্র আহ্বান করা যাচ্ছে। আগ্রহী ক্রেতাগণকে নির্ধারিত তারিখের মধ্যে সীলমোহরকৃত খামে দরপত্র জমা দেওয়ার জন্য অনুরোধ করা হলো।: [1159, 553, 1509, 707]
- article-kamla: নামে জন্ম নেওয়া ছোট এক শিশু বড় হয়ে সমাজে এক অনন্য দৃষ্টান্ত স্থাপন করেছেন। দারিদ্র্যের সঙ্গে লড়াই করে নিজের ভাগ্য পরিবর্তন করেছেন তিনি। এলাকায় তিনি এখন সবার কাছে অনুকরণীয় ব্যক্তি। স্থানীয়রা জানান, পরিশ্রম আর সততার মাধ্যমে তিনি আজ প্রতিষ্ঠিত। নামে জন্ম নেওয়া ছোট এক শিশু বড় হয়ে সমাজে এক অনন্য দৃষ্টান্ত স্থাপন করেছেন। দারিদ্র্যের সঙ্গে লড়াই করে নিজের ভাগ্য পরিবর্তন করেছেন তিনি। এলাকায় তিনি এখন সবার কাছে অনুকরণীয় ব্যক্তি। স্থানীয়রা জানান, পরিশ্রম আর সততার মাধ্যমে তিনি আজ প্রতিষ্ঠিত।: [52, 696, 242, 906]
- rakub-ad: [1152, 1221, 1516, 2332]
- headline-rajshahi: রাজশাহীতে ৫ জুয়াড়ি গ্রেপ্তার: [64, 105, 230, 151]
- punoniyog-table: ক্র: পদের নাম পদ সংখ্যা শিক্ষাগত যোগ্যতা ১ অফিস সহায়ক ১ এসএসসি পাশ ২ আয়া ১ ৮ম শ্রেণি পাশ ৩ নৈশপ্রহরী ১ ৮ম শ্রেণি পাশ: [57, 1947, 406, 2024]
- uttara-name: উত্তরা ব্যাংক পিএলসি: [1243, 462, 1424, 487]
- headline-dupchanchia: দুপচাঁচিয়ার গাড়ীতেলঘড়িয়া প্রাথমিক বিদ্যালয়ে শ্রেণি কক্ষ সংকট: [806, 105, 1120, 156]
- cont-dinajpur: (৫-এরপৃষ্ঠার পর): [111, 939, 183, 951]
- plot-title: প্লট বিক্রয়: [973, 1805, 1135, 1831]
- aboshyok-contact: যোগাযোগ:: [57, 1636, 100, 1647]
- mithapukur-block: [603, 973, 775, 1541]
- niyog2-title: নিয়োগ বিজ্ঞপ্তি: [57, 1727, 406, 1759]
- header-date: ২০ জ্যৈষ্ঠ ১৪৩১, ০৩ জুন ২০২৪: [1046, 78, 1231, 95]
- legal-title: লিগ্যাল নোটিশ: [57, 2151, 406, 2179]
- bpsc-role2: অধ্যক্ষ: [887, 2233, 911, 2245]
- headline-dinajpur: দিনাজপুরে 'ডাউনী'র: [84, 914, 209, 933]
- masthead: [1245, 52, 1512, 93]
- bpsc-banner: একাদশ শ্রেণিতে ভর্তি বিজ্ঞপ্তি: [425, 1993, 954, 2037]
- flat-ad: [968, 1464, 1140, 1627]
- cont-tamakhu: (৫-এরপৃষ্ঠার পর): [840, 1310, 910, 1322]
- plot-ref: সি-২৩৬৯/২৪: [973, 1882, 1026, 1894]
- police-addr: পুলিশ লাইন্স স্কুল অ্যান্ড কলেজ, বগুড়া: [808, 1801, 954, 1813]
- bpsc-role1: সভাপতি: [450, 2233, 482, 2245]
- article-adamdighi: আদমদীঘি থানার অফিসার ইনচার্জ জানান, গোপন সংবাদের ভিত্তিতে অভিযান চালিয়ে তাকে ইয়াবাসহ গ্রেপ্তার করা হয়। গ্রেপ্তারকৃতের বিরুদ্ধে মাদক নিয়ন্ত্রণ আইনে মামলা দায়ের করা হয়েছে। তাকে আদালতের মাধ্যমে জেলহাজতে পাঠানো হয়েছে।: [257, 1085, 586, 1147]
- punoniyog-ad: [52, 1884, 412, 2139]
- bpsc-addr: সূত্রাপুর (সাতমাথার দক্ষিণ পাশে পৌর পার্ক সংলগ্ন), বগুড়া: [580, 1950, 799, 1962]
- headline-niamatpur: নিয়ামতপুরে জিয়াউর রহমানের ৪৩তম শাহাদাত বার্ষিকী পালিত: [614, 105, 761, 158]
